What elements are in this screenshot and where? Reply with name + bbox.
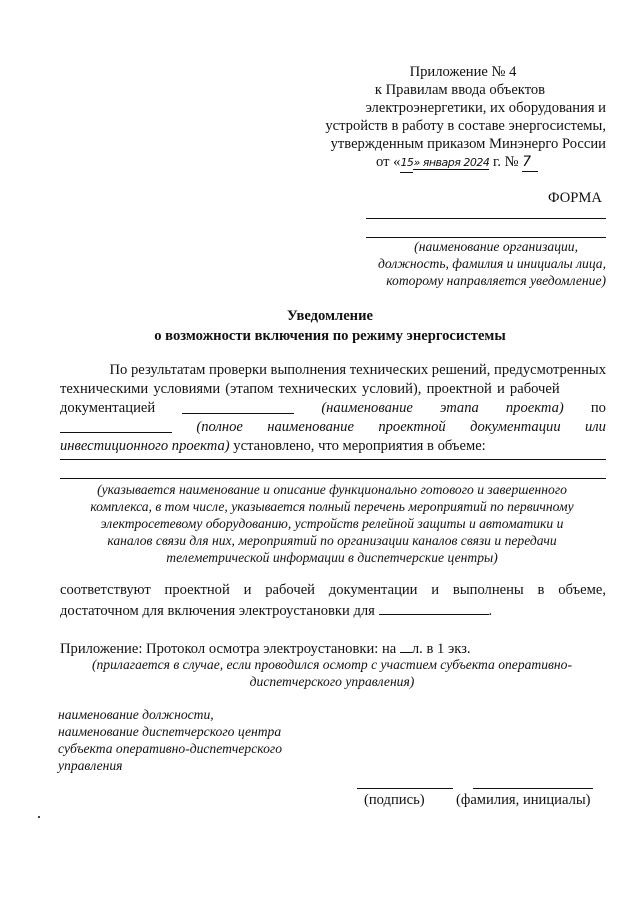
attachment-line: Приложение: Протокол осмотра электроустановки: на л. в 1 экз. <box>60 638 606 658</box>
p1-line-4: (полное наименование проектной документации или <box>60 418 606 436</box>
date-month-handwritten: » января 2024 <box>413 156 490 169</box>
recipient-caption: (наименование организации, должность, фамилия и инициалы лица, которому направляется уведомление) <box>378 239 606 288</box>
appendix-date-line: от «15» января 2024 г. № 7 <box>376 153 616 173</box>
scan-speck <box>38 816 40 818</box>
name-line <box>473 788 593 789</box>
appendix-lines <box>250 99 606 153</box>
p2-line-2: достаточном для включения электроустановки для . <box>60 600 606 620</box>
paragraph-2: соответствуют проектной и рабочей документации и выполнены в объеме, достаточном для включения электроустановки для . <box>60 582 606 619</box>
measures-line-2 <box>60 478 606 479</box>
appendix-line-5: утвержденным приказом Минэнерго России <box>330 136 606 152</box>
stage-name-blank <box>182 399 294 414</box>
paragraph-1: По результатам проверки выполнения технических решений, предусмотренных техническими условиями (этапом технических условий), проектной и рабочей документацией (наименование этапа проекта) по (полное наименование проектной документации или инвестиционного проекта) установлено, что мероприятия в объеме: <box>60 362 606 454</box>
purpose-blank <box>379 600 489 615</box>
name-label: (фамилия, инициалы) <box>456 792 591 808</box>
appendix-block <box>300 63 620 99</box>
p1-line-3: документацией (наименование этапа проекта) по <box>60 400 606 416</box>
appendix-rules-line: к Правилам ввода объектов <box>374 82 546 98</box>
measures-line-1 <box>60 459 606 460</box>
appendix-line-4: устройств в работу в составе энергосистемы, <box>325 118 606 134</box>
pages-blank <box>400 638 412 653</box>
signatory-block: наименование должности, наименование диспетчерского центра субъекта оперативно-диспетчерского управления <box>58 707 282 773</box>
recipient-line-1 <box>366 218 606 219</box>
signature-line <box>357 788 453 789</box>
signature-label: (подпись) <box>364 792 425 808</box>
p1-line-5: инвестиционного проекта) установлено, что мероприятия в объеме: <box>60 438 486 454</box>
order-number-handwritten: 7 <box>522 153 538 172</box>
project-name-blank <box>60 418 172 433</box>
page-title: Уведомление о возможности включения по режиму энергосистемы <box>154 308 506 344</box>
form-label: ФОРМА <box>548 190 602 206</box>
attachment-note: (прилагается в случае, если проводился осмотр с участием субъекта оперативно- диспетчерского управления) <box>91 657 572 689</box>
measures-caption: (указывается наименование и описание функционально готового и завершенного комплекса, в том числе, указывается полный перечень мероприятий по первичному электросетевому оборудованию, устройств релейной защиты и автоматики и каналов связи для них, мероприятий по организации каналов связи и передачи телеметрической информации в диспетчерские центры) <box>90 482 574 565</box>
date-day-handwritten: 15 <box>400 154 413 173</box>
p1-line-2: техническими условиями (этапом технических условий), проектной и рабочей <box>60 381 560 397</box>
appendix-number: Приложение № 4 <box>409 64 517 80</box>
appendix-line-3: электроэнергетики, их оборудования и <box>365 100 606 116</box>
